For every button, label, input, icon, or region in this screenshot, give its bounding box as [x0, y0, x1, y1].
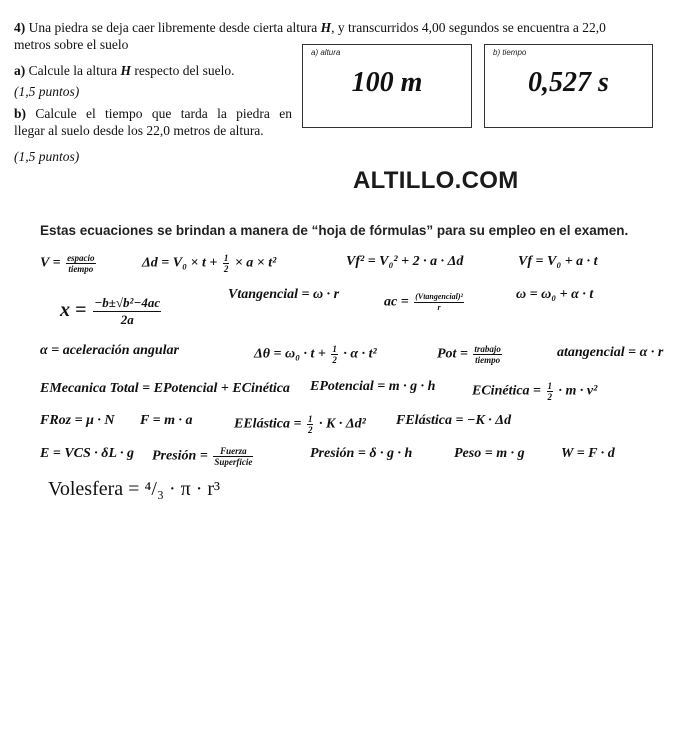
formula-angular-acceleration: α = aceleración angular: [40, 343, 180, 358]
formula-kinetic-energy: ECinética = $\frac{1}{2}$ · m · v²: [472, 381, 598, 402]
formula-velocity: V = espacio tiempo: [40, 253, 95, 274]
formula-elastic-force: FElástica = −K · Δd: [396, 413, 512, 428]
formula-mechanical-energy: EMecanica Total = EPotencial + ECinética: [40, 381, 290, 396]
formula-v-tangential: Vtangencial = ω · r: [228, 287, 340, 302]
formula-work: W = F · d: [561, 446, 615, 461]
formula-pressure: Presión = Fuerza Superficie: [152, 446, 253, 467]
part-a-points: (1,5 puntos): [14, 84, 80, 99]
problem-statement-line2: metros sobre el suelo: [14, 37, 129, 52]
formula-power: Pot = trabajo tiempo: [437, 344, 501, 365]
formula-sheet-heading: Estas ecuaciones se brindan a manera de “hoja de fórmulas” para su empleo en el examen.: [40, 223, 629, 238]
formula-weight: Peso = m · g: [454, 446, 525, 461]
answer-b-value: 0,527 s: [528, 67, 609, 98]
watermark: ALTILLO.COM: [353, 167, 519, 194]
formula-buoyancy: E = VCS · δL · g: [40, 446, 134, 461]
formula-hydrostatic-pressure: Presión = δ · g · h: [310, 446, 413, 461]
answer-a-label: a) altura: [311, 48, 341, 57]
part-b-question: b) Calcule el tiempo que tarda la piedra en: [14, 106, 293, 121]
formula-vf-squared: Vf² = V₀² + 2 · a · Δd: [346, 254, 464, 269]
formula-delta-theta: Δθ = ω₀ · t + $\frac{1}{2}$ · α · t²: [254, 344, 377, 365]
formula-newton: F = m · a: [140, 413, 193, 428]
problem-number: 4): [14, 20, 26, 35]
part-b-question-line2: llegar al suelo desde los 22,0 metros de altura.: [14, 123, 264, 138]
formula-elastic-energy: EElástica = $\frac{1}{2}$ · K · Δd²: [234, 414, 366, 435]
answer-box-time: [484, 44, 653, 128]
answer-box-height: [302, 44, 472, 128]
formula-vf: Vf = V₀ + a · t: [518, 254, 598, 269]
part-b-points: (1,5 puntos): [14, 149, 80, 164]
formula-potential-energy: EPotencial = m · g · h: [310, 379, 436, 394]
formula-displacement: Δd = V₀ × t + $\frac{1}{2}$ × a × t²: [142, 253, 277, 274]
formula-a-tangential: atangencial = α · r: [557, 345, 664, 360]
formula-quadratic: x = $\frac{\text{−b±√b²−4ac}}{2a}$: [60, 295, 161, 327]
formula-centripetal: ac = (Vtangencial)² r: [384, 292, 463, 312]
formula-friction: FRoz = μ · N: [40, 413, 115, 428]
answer-b-label: b) tiempo: [493, 48, 527, 57]
part-a-question: a) Calcule la altura H respecto del suelo.: [14, 63, 235, 78]
formula-sphere-volume: Volesfera = ⁴/₃ · π · r³: [48, 478, 221, 500]
formula-omega: ω = ω₀ + α · t: [516, 287, 594, 302]
answer-a-value: 100 m: [351, 67, 423, 98]
problem-statement-line1: 4) Una piedra se deja caer libremente desde cierta altura H, y transcurridos 4,00 segundos se encuentra a 22,0: [14, 20, 606, 35]
